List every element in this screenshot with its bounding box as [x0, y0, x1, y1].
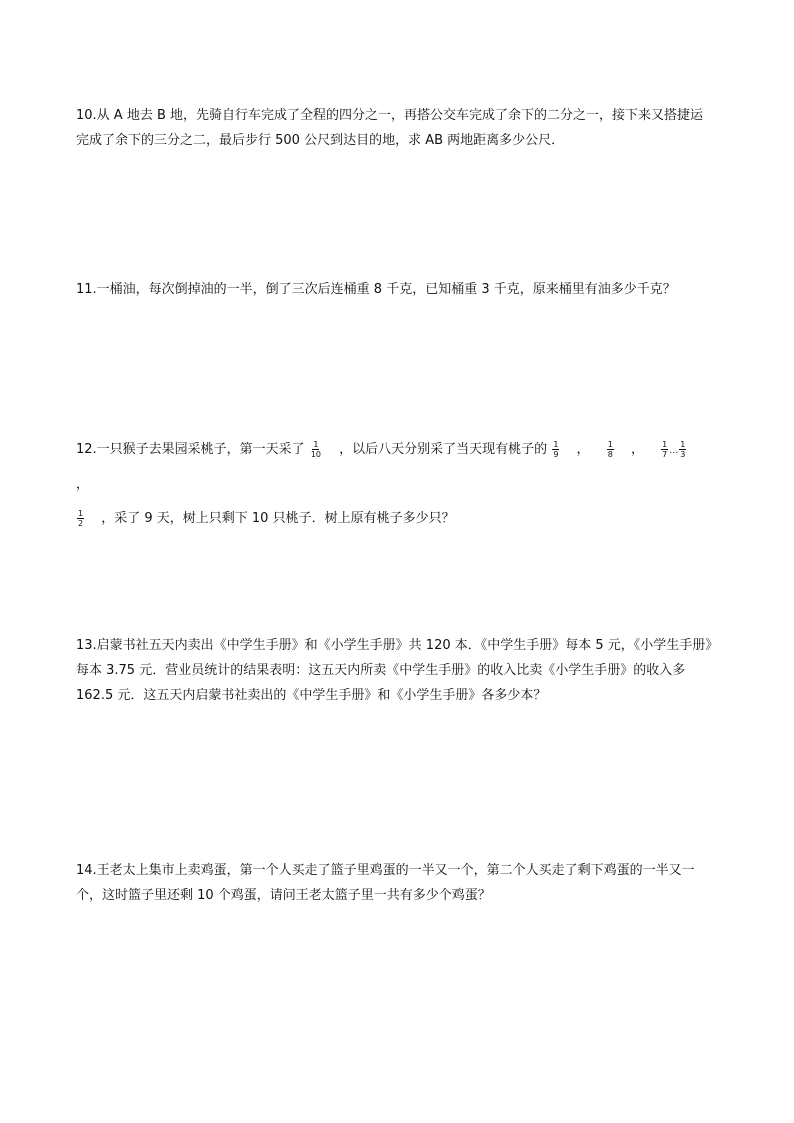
fraction-1-2: $\frac{1}{2}$: [78, 509, 84, 528]
problem-14: [76, 858, 716, 908]
problem-12-intro: 12.一只猴子去果园采桃子，第一天采了: [76, 442, 305, 457]
separator: ，: [630, 442, 644, 457]
problem-11-text: 11.一桶油，每次倒掉油的一半，倒了三次后连桶重 8 千克，已知桶重 3 千克，原来桶里有油多少千克？: [76, 282, 676, 297]
problem-12-mid: ，以后八天分别采了当天现有桃子的: [339, 442, 548, 457]
fraction-1-8: $\frac{1}{8}$: [607, 440, 613, 459]
problem-13-text: 13.启蒙书社五天内卖出《中学生手册》和《小学生手册》共 120 本．《中学生手册》每本 5 元，《小学生手册》每本 3.75 元．营业员统计的结果表明：这五天内所卖《中学生手册》的收入比卖《小学生手册》的收入多 162.5 元．这五天内启蒙书社卖出的《中学生手册》和《小学生手册》各多少本？: [76, 638, 712, 703]
problem-11: [76, 277, 716, 302]
separator: ，: [576, 442, 590, 457]
problem-14-text: 14.王老太上集市上卖鸡蛋，第一个人买走了篮子里鸡蛋的一半又一个，第二个人买走了剩下鸡蛋的一半又一个，这时篮子里还剩 10 个鸡蛋，请问王老太篮子里一共有多少个鸡蛋？: [76, 863, 695, 903]
fraction-1-7: $\frac{1}{7}$: [662, 440, 668, 459]
problem-12-tail: ，采了 9 天，树上只剩下 10 只桃子．树上原有桃子多少只？: [101, 511, 455, 526]
fraction-1-3: $\frac{1}{3}$: [680, 440, 686, 459]
problem-10-text: 10.从 A 地去 B 地，先骑自行车完成了全程的四分之一，再搭公交车完成了余下的二分之一，接下来又搭捷运完成了余下的三分之二，最后步行 500 公尺到达目的地，求 AB 两地距离多少公尺．: [76, 108, 704, 148]
fraction-1-9: $\frac{1}{9}$: [553, 440, 559, 459]
problem-12-text: [76, 433, 716, 536]
problem-12: [76, 433, 716, 536]
problem-10: [76, 103, 716, 153]
ellipsis: …: [669, 446, 679, 456]
problem-13: [76, 633, 716, 708]
separator: ，: [76, 477, 90, 492]
fraction-1-10: $\frac{1}{10}$: [310, 440, 322, 459]
